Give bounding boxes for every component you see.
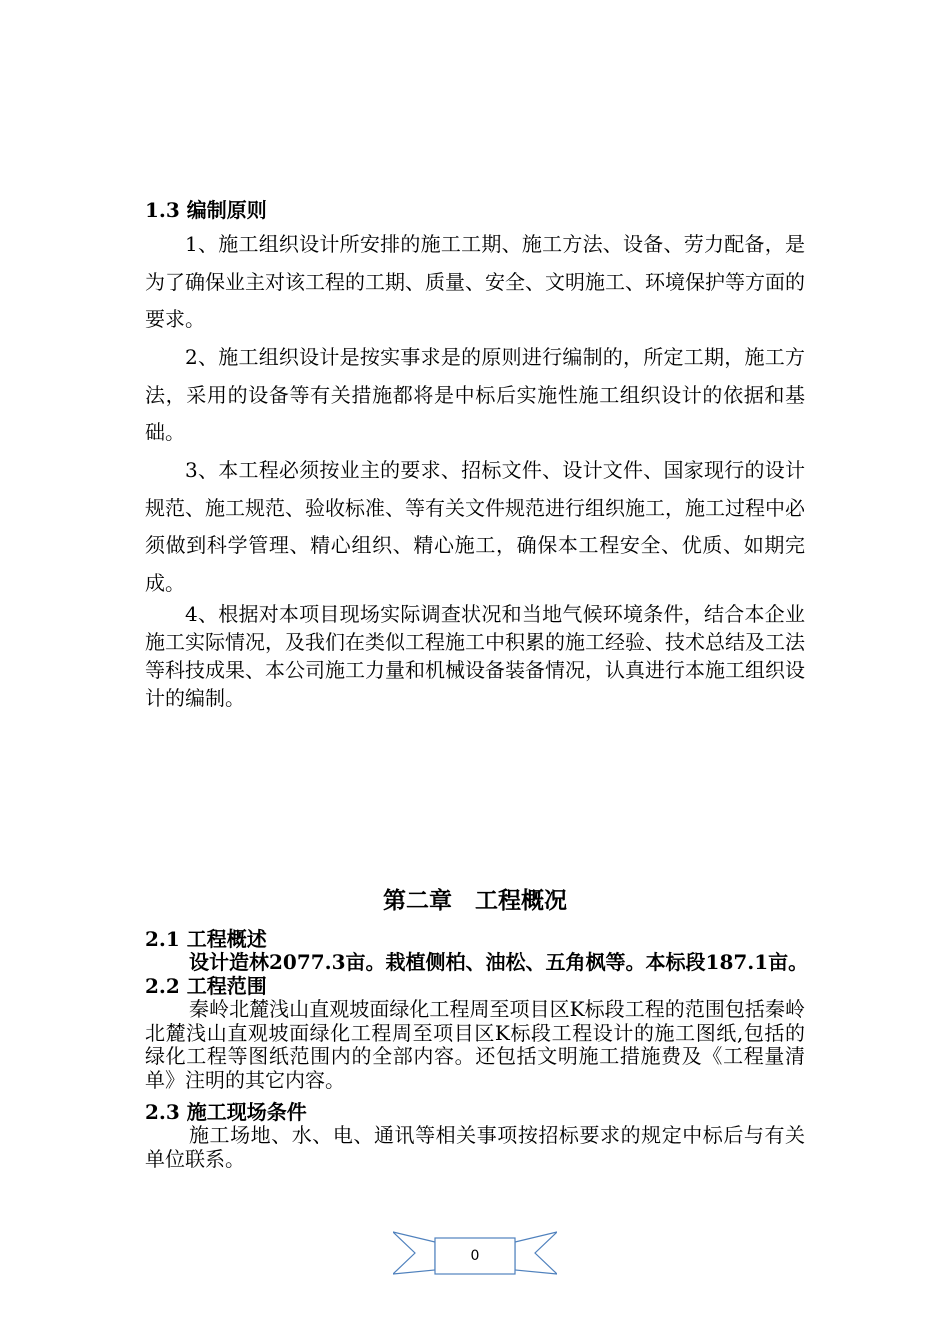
- section-2-1-body: 设计造林2077.3亩。栽植侧柏、油松、五角枫等。本标段187.1亩。: [189, 950, 809, 974]
- principle-paragraph-4: 4、根据对本项目现场实际调查状况和当地气候环境条件，结合本企业施工实际情况，及我们在类似工程施工中积累的施工经验、技术总结及工法等科技成果、本公司施工力量和机械设备装备情况，认真进行本施工组织设计的编制。: [145, 602, 805, 710]
- principle-paragraph-2: 2、施工组织设计是按实事求是的原则进行编制的，所定工期，施工方法，采用的设备等有关措施都将是中标后实施性施工组织设计的依据和基础。: [145, 345, 805, 444]
- page-number: 0: [470, 1248, 480, 1264]
- section-1-3-heading: 1.3 编制原则: [145, 198, 267, 222]
- section-2-3-body: 施工场地、水、电、通讯等相关事项按招标要求的规定中标后与有关单位联系。: [145, 1123, 805, 1171]
- section-2-2-body: 秦岭北麓浅山直观坡面绿化工程周至项目区K标段工程的范围包括秦岭北麓浅山直观坡面绿化工程周至项目区K标段工程设计的施工图纸,包括的绿化工程等图纸范围内的全部内容。还包括文明施工措施费及《工程量清单》注明的其它内容。: [145, 997, 805, 1092]
- section-2-1-heading: 2.1 工程概述: [145, 927, 267, 951]
- principle-paragraph-1: 1、施工组织设计所安排的施工工期、施工方法、设备、劳力配备，是为了确保业主对该工程的工期、质量、安全、文明施工、环境保护等方面的要求。: [145, 232, 805, 331]
- chapter-title: 第二章 工程概况: [383, 887, 567, 914]
- page-footer: [393, 1228, 557, 1278]
- section-2-3-heading: 2.3 施工现场条件: [145, 1100, 307, 1124]
- principle-paragraph-3: 3、本工程必须按业主的要求、招标文件、设计文件、国家现行的设计规范、施工规范、验收标准、等有关文件规范进行组织施工，施工过程中必须做到科学管理、精心组织、精心施工，确保本工程安全、优质、如期完成。: [145, 458, 805, 595]
- section-2-2-heading: 2.2 工程范围: [145, 974, 267, 998]
